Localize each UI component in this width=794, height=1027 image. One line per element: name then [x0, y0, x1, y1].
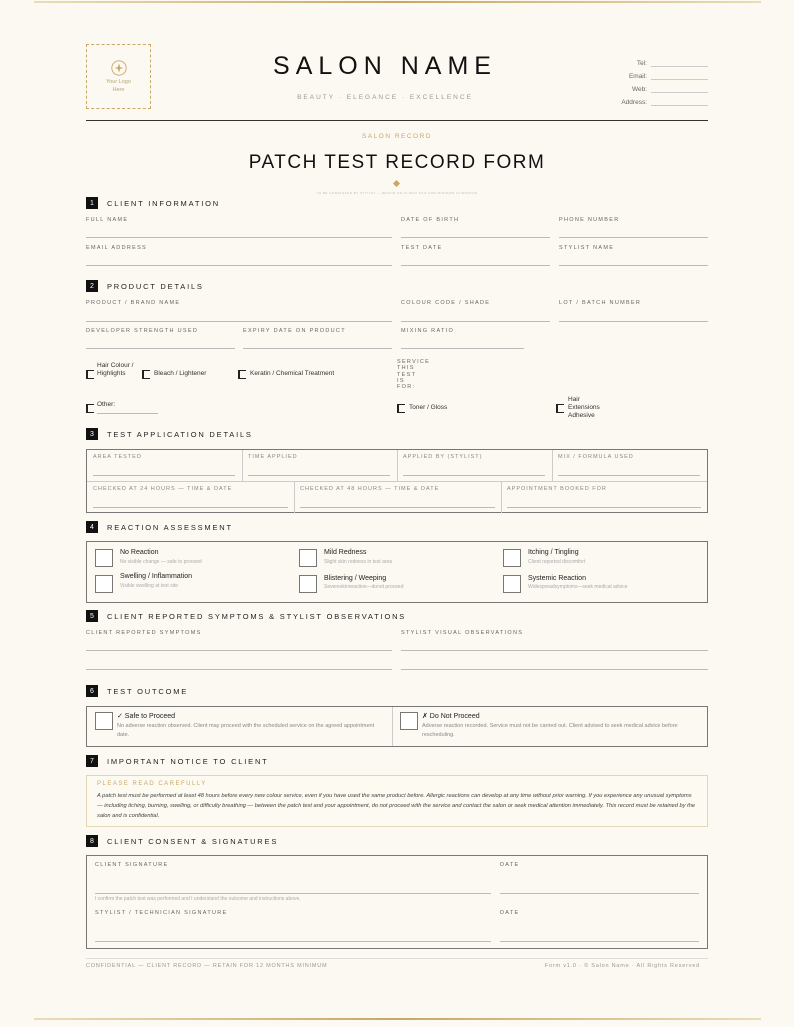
email-line[interactable]: [651, 72, 708, 80]
expiry-line[interactable]: [243, 348, 392, 349]
kicker: SALON RECORD: [361, 133, 432, 140]
section-number: 6: [86, 685, 98, 697]
phone-line[interactable]: [559, 237, 708, 238]
check-48h-line[interactable]: [300, 507, 495, 508]
section-3-header: [86, 428, 253, 440]
client-signature-line[interactable]: [95, 893, 491, 894]
section-number: 1: [86, 197, 98, 209]
outcome-desc: No adverse reaction observed. Client may proceed with the scheduled service on the agreed appointment date.: [117, 723, 375, 739]
symptoms-line-2[interactable]: [86, 669, 392, 670]
contact-label: Email:: [628, 73, 647, 80]
check-24h-line[interactable]: [93, 507, 288, 508]
application-table: [86, 449, 708, 513]
observations-line-2[interactable]: [401, 669, 708, 670]
cell-label: APPOINTMENT BOOKED FOR: [507, 486, 607, 492]
cell-label: CHECKED AT 24 HOURS — TIME & DATE: [93, 486, 233, 492]
field-label: LOT / BATCH NUMBER: [559, 300, 642, 306]
technician-signature-line[interactable]: [95, 941, 491, 942]
section-title: CLIENT REPORTED SYMPTOMS & STYLIST OBSERVATIONS: [107, 611, 407, 621]
section-number: 8: [86, 835, 98, 847]
section-title: CLIENT CONSENT & SIGNATURES: [107, 836, 279, 846]
footer-left: CONFIDENTIAL — CLIENT RECORD — RETAIN FOR 12 MONTHS MINIMUM: [86, 963, 328, 969]
notice-heading: PLEASE READ CAREFULLY: [97, 781, 207, 787]
field-label: TEST DATE: [401, 245, 443, 251]
section-number: 3: [86, 428, 98, 440]
section-number: 4: [86, 521, 98, 533]
web-line[interactable]: [651, 85, 708, 93]
top-gold-line: [34, 1, 761, 3]
salon-name: SALON NAME: [273, 52, 497, 80]
full-name-line[interactable]: [86, 237, 392, 238]
section-title: TEST APPLICATION DETAILS: [107, 429, 253, 439]
other-line[interactable]: [97, 413, 158, 414]
field-label: CLIENT SIGNATURE: [95, 862, 169, 868]
brand-line[interactable]: [86, 321, 392, 322]
outcome-desc: Adverse reaction recorded. Service must not be carried out. Client advised to seek medical advice before rescheduling.: [422, 723, 678, 739]
reaction-box: [86, 541, 708, 603]
checkbox-do-not-proceed[interactable]: [400, 712, 418, 730]
field-label: STYLIST VISUAL OBSERVATIONS: [401, 630, 524, 636]
reaction-label: Mild Redness: [324, 549, 367, 556]
contact-label: Web:: [631, 86, 647, 93]
checkbox-toner[interactable]: [397, 404, 405, 413]
checkbox-blistering[interactable]: [299, 575, 317, 593]
consent-text: I confirm the patch test was performed and I understand the outcome and instructions above.: [95, 896, 301, 902]
section-6-header: [86, 685, 188, 697]
checkbox-bleach[interactable]: [142, 370, 150, 379]
section-8-header: [86, 835, 278, 847]
applied-by-line[interactable]: [403, 475, 545, 476]
field-label: PHONE NUMBER: [559, 217, 620, 223]
reaction-desc: Slight skin redness in test area: [324, 559, 393, 565]
technician-date-line[interactable]: [500, 941, 699, 942]
service-label: SERVICE THIS TEST IS FOR:: [397, 359, 431, 391]
field-label: FULL NAME: [86, 217, 129, 223]
reaction-desc: Severeskinreaction—donot proceed: [324, 584, 404, 590]
developer-line[interactable]: [86, 348, 235, 349]
reaction-desc: No visible change — safe to proceed: [120, 559, 202, 565]
field-label: COLOUR CODE / SHADE: [401, 300, 491, 306]
option-label: Hair Extensions Adhesive: [568, 396, 600, 420]
contact-label: Address:: [621, 99, 647, 106]
option-label: Keratin / Chemical Treatment: [250, 370, 335, 377]
field-label: STYLIST NAME: [559, 245, 615, 251]
tel-line[interactable]: [651, 59, 708, 67]
option-label: Bleach / Lightener: [154, 370, 207, 377]
section-title: CLIENT INFORMATION: [107, 198, 220, 208]
tagline: BEAUTY · ELEGANCE · EXCELLENCE: [297, 94, 473, 101]
ratio-line[interactable]: [401, 348, 524, 349]
contact-label: Tel:: [636, 60, 647, 67]
cell-label: MIX / FORMULA USED: [558, 454, 634, 460]
outcome-label: ✓ Safe to Proceed: [117, 713, 176, 720]
field-label: CLIENT REPORTED SYMPTOMS: [86, 630, 202, 636]
footer-rule: [86, 958, 708, 959]
bottom-gold-line: [34, 1018, 761, 1020]
checkbox-no-reaction[interactable]: [95, 549, 113, 567]
section-title: REACTION ASSESSMENT: [107, 522, 233, 532]
test-date-line[interactable]: [401, 265, 550, 266]
reaction-label: Itching / Tingling: [528, 549, 579, 556]
field-label: EXPIRY DATE ON PRODUCT: [243, 328, 346, 334]
reaction-desc: Client reported discomfort: [528, 559, 586, 565]
section-title: TEST OUTCOME: [107, 686, 189, 696]
section-number: 2: [86, 280, 98, 292]
notice-body: A patch test must be performed at least 48 hours before every new colour service, even if you have used the same product before. Allergic reactions can develop at any time without prior warning. If you experience any unusual symptoms — including itching, burning, swelling, or difficulty breathing — between the patch test and your appointment, do not proceed with the service and contact the salon or seek medical attention immediately. This record must be retained by the salon and is confidential.: [97, 793, 696, 819]
checkbox-itching[interactable]: [503, 549, 521, 567]
field-label: DATE: [500, 862, 520, 868]
logo-placeholder: [86, 44, 151, 109]
option-label: Toner / Gloss: [409, 404, 448, 411]
cell-label: TIME APPLIED: [248, 454, 298, 460]
reaction-label: Systemic Reaction: [528, 575, 586, 582]
reaction-label: Swelling / Inflammation: [120, 573, 192, 580]
checkbox-systemic[interactable]: [503, 575, 521, 593]
dob-line[interactable]: [401, 237, 550, 238]
option-label: Hair Colour / Highlights: [97, 362, 134, 378]
checkbox-swelling[interactable]: [95, 575, 113, 593]
cell-label: CHECKED AT 48 HOURS — TIME & DATE: [300, 486, 440, 492]
time-applied-line[interactable]: [248, 475, 390, 476]
field-label: DEVELOPER STRENGTH USED: [86, 328, 199, 334]
section-number: 7: [86, 755, 98, 767]
outcome-label: ✗ Do Not Proceed: [422, 713, 480, 720]
logo-icon: [110, 59, 128, 77]
signature-box: [86, 855, 708, 949]
section-5-header: [86, 610, 406, 622]
section-title: PRODUCT DETAILS: [107, 281, 204, 291]
checkbox-hair-colour[interactable]: [86, 370, 94, 379]
section-1-header: [86, 197, 220, 209]
field-label: STYLIST / TECHNICIAN SIGNATURE: [95, 910, 228, 916]
symptoms-line-1[interactable]: [86, 650, 392, 651]
subtitle: TO BE COMPLETED BY STYLIST — RETAIN ON CLIENT FILE FOR MINIMUM 12 MONTHS: [316, 191, 478, 195]
section-4-header: [86, 521, 233, 533]
reaction-label: No Reaction: [120, 549, 159, 556]
contact-block: [621, 54, 708, 106]
reaction-label: Blistering / Weeping: [324, 575, 387, 582]
checkbox-mild-redness[interactable]: [299, 549, 317, 567]
logo-text: Your Logo Here: [106, 79, 131, 93]
field-label: DATE: [500, 910, 520, 916]
area-tested-line[interactable]: [93, 475, 235, 476]
checkbox-safe[interactable]: [95, 712, 113, 730]
reaction-desc: Visible swelling at test site: [120, 583, 178, 589]
field-label: EMAIL ADDRESS: [86, 245, 148, 251]
section-2-header: [86, 280, 204, 292]
cell-label: AREA TESTED: [93, 454, 142, 460]
page-title: PATCH TEST RECORD FORM: [248, 152, 546, 173]
option-label: Other:: [97, 401, 116, 408]
observations-line-1[interactable]: [401, 650, 708, 651]
reaction-desc: Widespreadsymptoms—seek medical advice: [528, 584, 628, 590]
section-7-header: [86, 755, 269, 767]
checkbox-extensions[interactable]: [556, 404, 564, 413]
checkbox-keratin[interactable]: [238, 370, 246, 379]
shade-line[interactable]: [401, 321, 550, 322]
diamond-ornament: [393, 180, 400, 187]
field-label: PRODUCT / BRAND NAME: [86, 300, 181, 306]
checkbox-other[interactable]: [86, 404, 94, 413]
client-date-line[interactable]: [500, 893, 699, 894]
email-address-line[interactable]: [86, 265, 392, 266]
field-label: MIXING RATIO: [401, 328, 455, 334]
section-title: IMPORTANT NOTICE TO CLIENT: [107, 756, 269, 766]
address-line[interactable]: [651, 98, 708, 106]
notice-box: [86, 775, 708, 827]
footer-right: Form v1.0 · © Salon Name · All Rights Reserved: [544, 963, 700, 969]
cell-label: APPLIED BY (STYLIST): [403, 454, 483, 460]
appointment-line[interactable]: [507, 507, 701, 508]
header-rule: [86, 120, 708, 121]
section-number: 5: [86, 610, 98, 622]
stylist-name-line[interactable]: [559, 265, 708, 266]
field-label: DATE OF BIRTH: [401, 217, 460, 223]
mix-formula-line[interactable]: [558, 475, 700, 476]
batch-line[interactable]: [559, 321, 708, 322]
